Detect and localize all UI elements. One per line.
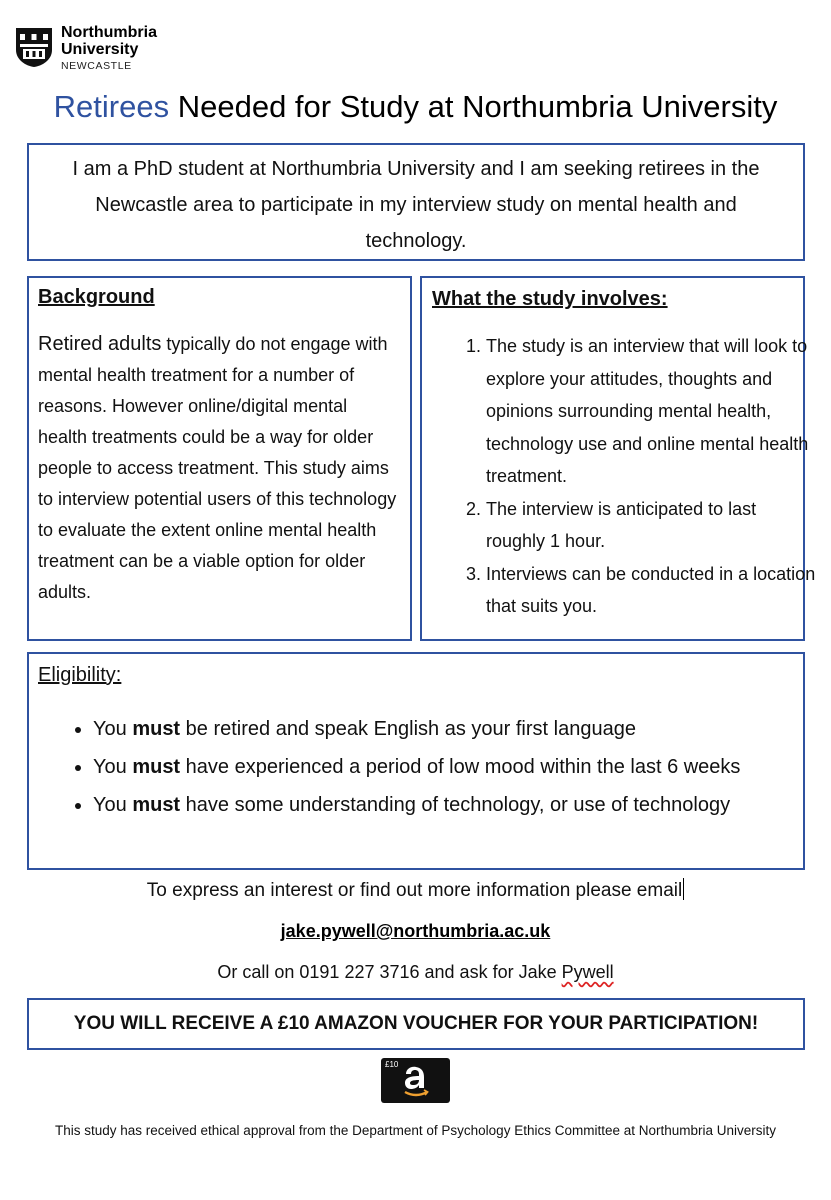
contact-email-line	[0, 917, 831, 945]
page-title	[0, 86, 831, 128]
crest-icon	[14, 26, 54, 68]
amazon-logo-icon	[403, 1064, 429, 1098]
study-box	[420, 276, 816, 641]
study-item-3: 3. Interviews can be conducted in a location that suits you.	[486, 558, 816, 623]
university-logo	[14, 22, 174, 74]
title-accent: Retirees	[53, 89, 170, 124]
eligibility-item	[93, 710, 813, 748]
eligibility-item	[93, 748, 813, 786]
background-heading: Background	[38, 286, 155, 308]
text-cursor	[683, 878, 684, 900]
eligibility-item-post: have experienced a period of low mood within the last 6 weeks	[180, 756, 741, 778]
card-amount: £10	[385, 1060, 399, 1069]
background-box	[27, 276, 412, 641]
study-item-1: 1. The study is an interview that will look to explore your attitudes, thoughts and opinions surrounding mental health, technology use and online mental health treatment.	[486, 330, 816, 493]
contact-prompt	[0, 877, 831, 905]
eligibility-item-pre: You	[93, 718, 133, 740]
study-heading: What the study involves:	[432, 288, 668, 310]
eligibility-item-pre: You	[93, 756, 133, 778]
ethics-footer: This study has received ethical approval from the Department of Psychology Ethics Committee at Northumbria University	[54, 1123, 777, 1138]
study-item-2: 2. The interview is anticipated to last roughly 1 hour.	[486, 493, 816, 558]
contact-email-link[interactable]: jake.pywell@northumbria.ac.uk	[280, 921, 551, 941]
eligibility-heading: Eligibility:	[38, 664, 122, 686]
contact-prompt-text: To express an interest or find out more information please email	[146, 880, 683, 901]
title-rest: Needed for Study at Northumbria University	[169, 89, 778, 124]
logo-name-line2: University	[61, 41, 139, 58]
eligibility-item-bold: must	[132, 756, 181, 778]
eligibility-item	[93, 786, 813, 824]
voucher-banner	[27, 998, 805, 1050]
intro-text: I am a PhD student at Northumbria University and I am seeking retirees in the Newcastle area to participate in my interview study on mental health and technology.	[72, 158, 760, 252]
logo-name-line1: Northumbria	[61, 24, 157, 41]
eligibility-item-post: have some understanding of technology, or use of technology	[180, 794, 731, 816]
eligibility-box	[27, 652, 805, 870]
eligibility-list	[63, 710, 813, 824]
background-body	[38, 329, 398, 608]
study-list	[458, 330, 816, 623]
background-lead: Retired adults	[38, 333, 162, 355]
eligibility-item-post: be retired and speak English as your first language	[180, 718, 636, 740]
amazon-gift-card	[381, 1058, 450, 1103]
eligibility-item-pre: You	[93, 794, 133, 816]
contact-phone-name: Pywell	[561, 962, 614, 982]
intro-box	[27, 143, 805, 261]
logo-location: NEWCASTLE	[61, 60, 132, 72]
voucher-text: YOU WILL RECEIVE A £10 AMAZON VOUCHER FOR YOUR PARTICIPATION!	[73, 1013, 759, 1034]
contact-phone-text: Or call on 0191 227 3716 and ask for Jake	[217, 962, 562, 982]
eligibility-item-bold: must	[132, 718, 181, 740]
contact-phone	[0, 958, 831, 986]
background-text: typically do not engage with mental health treatment for a number of reasons. However online/digital mental health treatments could be a way for older people to access treatment. This study aims to interview potential users of this technology to evaluate the extent online mental health treatment can be a viable option for older adults.	[38, 334, 397, 602]
eligibility-item-bold: must	[132, 794, 181, 816]
